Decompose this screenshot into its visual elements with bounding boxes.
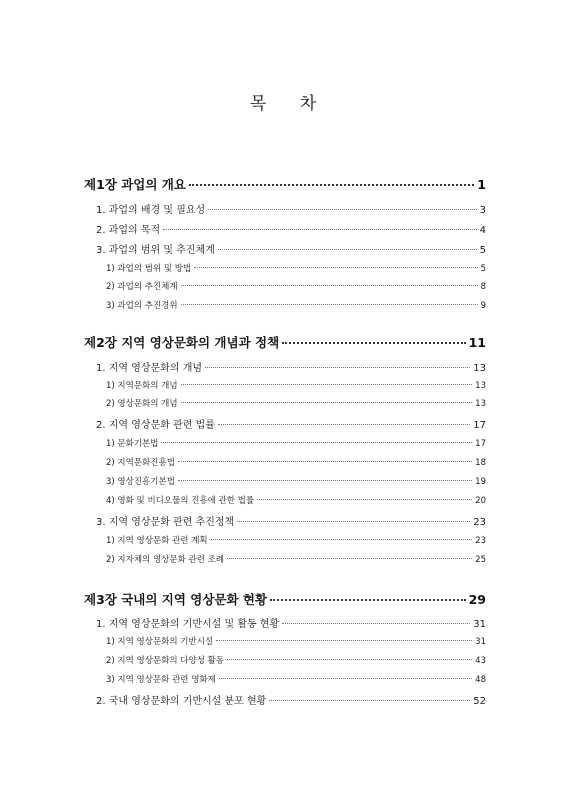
leader-dots [219, 678, 472, 679]
toc-subsection[interactable] [106, 456, 486, 468]
leader-dots [181, 285, 478, 286]
toc-chapter[interactable] [84, 175, 486, 193]
toc-section[interactable] [96, 615, 486, 630]
toc-page-number: 5 [479, 245, 486, 256]
toc-section[interactable] [96, 359, 486, 374]
toc-entry-label: 1. 지역 영상문화의 기반시설 및 활동 현황 [96, 619, 280, 630]
toc-subsection[interactable] [106, 553, 486, 565]
toc-entry-label: 3) 과업의 추진경위 [106, 301, 178, 311]
toc-entry-label: 4) 영화 및 비디오물의 진흥에 관한 법률 [106, 496, 255, 506]
leader-dots [270, 599, 466, 601]
toc-entry-label: 2. 지역 영상문화 관련 법률 [96, 420, 215, 431]
toc-subsection[interactable] [106, 280, 486, 292]
toc-entry-label: 1. 지역 영상문화의 개념 [96, 363, 203, 374]
toc-entry-label: 1) 지역 영상문화의 기반시설 [106, 637, 214, 647]
toc-page-number: 9 [480, 301, 486, 311]
toc-chapter-label: 제2장 지역 영상문화의 개념과 정책 [84, 335, 280, 350]
leader-dots [282, 623, 470, 624]
toc-entry-label: 1) 문화기본법 [106, 439, 159, 449]
toc-page-number: 23 [475, 536, 486, 546]
toc-subsection[interactable] [106, 654, 486, 666]
toc-entry-label: 2) 지역문화진흥법 [106, 458, 175, 468]
leader-dots [208, 209, 476, 210]
toc-subsection[interactable] [106, 494, 486, 506]
toc-chapter-label: 제1장 과업의 개요 [84, 177, 186, 192]
leader-dots [269, 700, 470, 701]
leader-dots [161, 442, 472, 443]
toc-section[interactable] [96, 221, 486, 236]
toc-entry-label: 2. 국내 영상문화의 기반시설 분포 현황 [96, 696, 267, 707]
toc-page-number: 13 [475, 381, 486, 391]
toc-page-number: 17 [473, 420, 486, 431]
toc-page-number: 3 [479, 205, 486, 216]
toc-entry-label: 1) 지역 영상문화 관련 계획 [106, 536, 208, 546]
leader-dots [227, 659, 472, 660]
toc-section[interactable] [96, 416, 486, 431]
toc-entry-label: 3) 지역 영상문화 관련 영화제 [106, 675, 216, 685]
toc-page-number: 13 [475, 399, 486, 409]
leader-dots [178, 461, 472, 462]
toc-chapter-label: 제3장 국내의 지역 영상문화 현황 [84, 592, 268, 607]
toc-section[interactable] [96, 513, 486, 528]
toc-page-number: 31 [473, 619, 486, 630]
leader-dots [194, 267, 477, 268]
toc-subsection[interactable] [106, 635, 486, 647]
toc-subsection[interactable] [106, 262, 486, 274]
toc-entry-label: 3. 과업의 범위 및 추진체계 [96, 245, 215, 256]
toc-chapter[interactable] [84, 590, 486, 608]
toc-entry-label: 2) 과업의 추진체계 [106, 282, 178, 292]
toc-subsection[interactable] [106, 673, 486, 685]
toc-section[interactable] [96, 241, 486, 256]
toc-page-number: 20 [475, 496, 486, 506]
toc-subsection[interactable] [106, 299, 486, 311]
toc-page-number: 52 [473, 696, 486, 707]
leader-dots [163, 229, 476, 230]
page-title: 목 차 [249, 94, 331, 114]
toc-page-number: 5 [480, 264, 486, 274]
toc-entry-label: 2) 영상문화의 개념 [106, 399, 178, 409]
toc-page-number: 25 [475, 555, 486, 565]
leader-dots [216, 640, 472, 641]
toc-page-number: 11 [468, 335, 486, 350]
toc-entry-label: 2) 지자체의 영상문화 관련 조례 [106, 555, 225, 565]
toc-page-number: 48 [475, 675, 486, 685]
leader-dots [237, 521, 470, 522]
leader-dots [205, 367, 470, 368]
leader-dots [282, 342, 465, 344]
toc-entry-label: 3) 영상진흥기본법 [106, 477, 175, 487]
toc-section[interactable] [96, 692, 486, 707]
leader-dots [178, 480, 472, 481]
leader-dots [189, 184, 474, 186]
leader-dots [257, 499, 472, 500]
toc-page-number: 17 [475, 439, 486, 449]
toc-page-number: 23 [473, 517, 486, 528]
toc-page-number: 19 [475, 477, 486, 487]
toc-subsection[interactable] [106, 379, 486, 391]
toc-entry-label: 1. 과업의 배경 및 필요성 [96, 205, 206, 216]
toc-page-number: 13 [473, 363, 486, 374]
toc-chapter[interactable] [84, 333, 486, 351]
toc-entry-label: 3. 지역 영상문화 관련 추진정책 [96, 517, 235, 528]
leader-dots [181, 304, 478, 305]
toc-page-number: 31 [475, 637, 486, 647]
toc-page-number: 29 [468, 592, 486, 607]
toc-page-number: 1 [477, 177, 486, 192]
toc-page-number: 43 [475, 656, 486, 666]
toc-page-number: 8 [480, 282, 486, 292]
toc-entry-label: 2. 과업의 목적 [96, 225, 161, 236]
leader-dots [181, 384, 473, 385]
leader-dots [181, 402, 473, 403]
toc-subsection[interactable] [106, 397, 486, 409]
toc-entry-label: 1) 지역문화의 개념 [106, 381, 178, 391]
toc-subsection[interactable] [106, 534, 486, 546]
toc-section[interactable] [96, 201, 486, 216]
toc-page-number: 4 [479, 225, 486, 236]
toc-entry-label: 1) 과업의 범위 및 방법 [106, 264, 192, 274]
leader-dots [218, 424, 470, 425]
toc-page-number: 18 [475, 458, 486, 468]
toc-entry-label: 2) 지역 영상문화의 다양성 활동 [106, 656, 225, 666]
leader-dots [218, 249, 477, 250]
toc-subsection[interactable] [106, 475, 486, 487]
leader-dots [227, 558, 472, 559]
leader-dots [211, 539, 473, 540]
toc-subsection[interactable] [106, 437, 486, 449]
